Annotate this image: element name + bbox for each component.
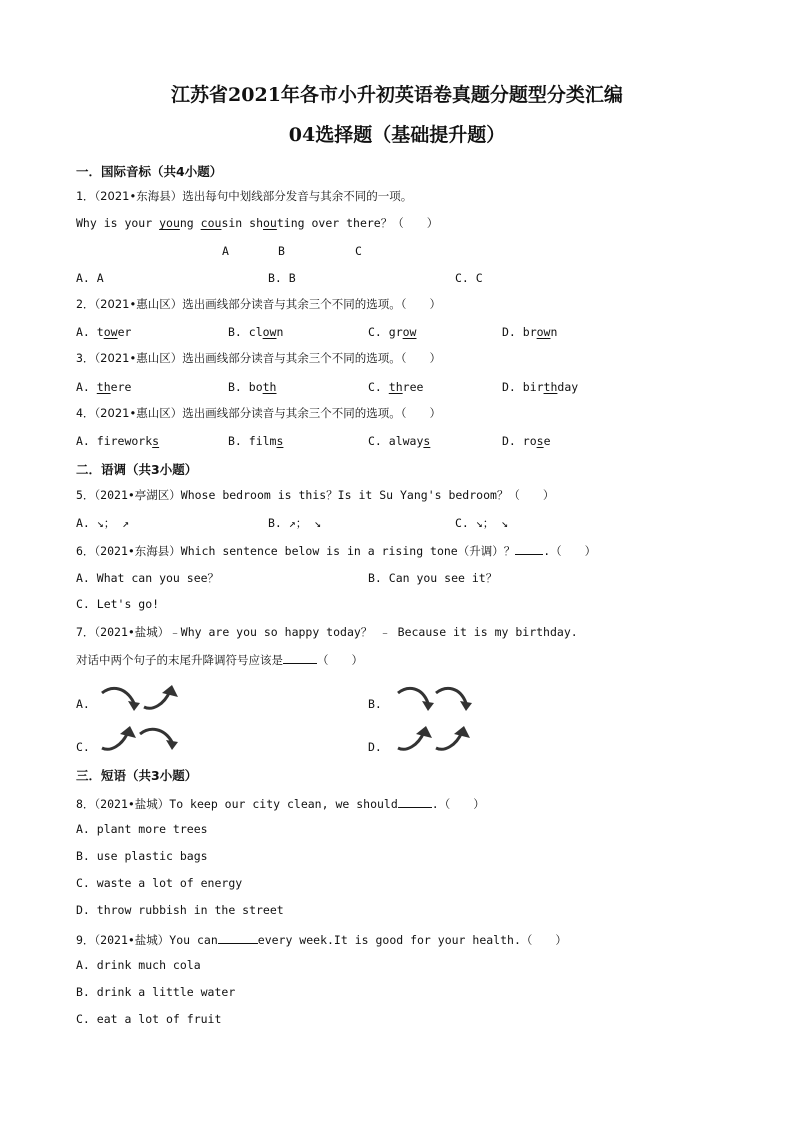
question-7-option-a-label: A.	[76, 697, 90, 711]
question-1-option-b: B. B	[268, 271, 296, 285]
question-7-option-b-arrows	[392, 683, 482, 715]
question-7-stem: 7．（2021•盐城）﹣Why are you so happy today？ ﹣ Because it is my birthday.	[76, 625, 578, 639]
question-1-option-c: C. C	[455, 271, 483, 285]
question-1-label-b: B	[278, 244, 285, 258]
question-3-option-a: A. there	[76, 380, 132, 394]
question-7-option-d-label: D.	[368, 740, 382, 754]
question-4-option-d: D. rose	[502, 434, 551, 448]
falling-arrowhead-icon	[128, 701, 140, 711]
question-1-sentence: Why is your young cousin shouting over there？（ ）	[76, 216, 439, 230]
question-9-stem: 9．（2021•盐城）You can every week.It is good for your health.（ ）	[76, 933, 567, 947]
answer-blank	[398, 795, 432, 808]
question-5-option-c: C. ↘； ↘	[455, 516, 509, 530]
answer-blank	[515, 542, 543, 555]
question-7-option-b-label: B.	[368, 697, 382, 711]
question-1-label-a: A	[222, 244, 229, 258]
falling-arrowhead-icon	[422, 701, 434, 711]
question-7-option-c-label: C.	[76, 740, 90, 754]
rising-arrowhead-icon	[416, 726, 432, 738]
question-2-option-c: C. grow	[368, 325, 417, 339]
question-6-option-a: A. What can you see？	[76, 571, 220, 585]
question-8-option-d: D. throw rubbish in the street	[76, 903, 284, 917]
question-4-option-c: C. always	[368, 434, 431, 448]
question-3-option-c: C. three	[368, 380, 424, 394]
question-1-option-a: A. A	[76, 271, 104, 285]
question-7-option-d-arrows	[392, 724, 482, 756]
question-5-option-a: A. ↘； ↗	[76, 516, 130, 530]
question-8-stem: 8．（2021•盐城）To keep our city clean, we should .（ ）	[76, 797, 485, 811]
question-7-prompt: 对话中两个句子的末尾升降调符号应该是 （ ）	[76, 653, 363, 667]
falling-arrow-icon	[102, 688, 134, 703]
answer-blank	[283, 651, 317, 664]
question-3-stem: 3．（2021•惠山区）选出画线部分读音与其余三个不同的选项。（ ）	[76, 351, 441, 365]
rising-arrowhead-icon	[120, 726, 136, 738]
rising-arrowhead-icon	[162, 685, 178, 697]
falling-arrow-icon	[140, 729, 172, 742]
falling-arrowhead-icon	[166, 740, 178, 750]
question-6-option-c: C. Let's go!	[76, 597, 160, 611]
document-title: 江苏省2021年各市小升初英语卷真题分题型分类汇编	[171, 84, 623, 106]
question-5-option-b: B. ↗； ↘	[268, 516, 322, 530]
question-2-option-b: B. clown	[228, 325, 284, 339]
question-2-stem: 2．（2021•惠山区）选出画线部分读音与其余三个不同的选项。（ ）	[76, 297, 441, 311]
question-9-option-c: C. eat a lot of fruit	[76, 1012, 222, 1026]
question-4-stem: 4．（2021•惠山区）选出画线部分读音与其余三个不同的选项。（ ）	[76, 406, 441, 420]
question-9-option-b: B. drink a little water	[76, 985, 236, 999]
question-9-option-a: A. drink much cola	[76, 958, 201, 972]
rising-arrowhead-icon	[454, 726, 470, 738]
question-1-stem: 1．（2021•东海县）选出每句中划线部分发音与其余不同的一项。	[76, 189, 413, 203]
section-heading-phrases: 三．短语（共3小题）	[76, 768, 198, 783]
section-heading-intonation: 二．语调（共3小题）	[76, 462, 198, 477]
question-8-option-c: C. waste a lot of energy	[76, 876, 243, 890]
answer-blank	[218, 931, 258, 944]
question-1-label-c: C	[355, 244, 362, 258]
falling-arrow-icon	[436, 688, 466, 703]
question-6-stem: 6．（2021•东海县）Which sentence below is in a rising tone（升调）？ .（ ）	[76, 544, 597, 558]
question-3-option-d: D. birthday	[502, 380, 579, 394]
falling-arrowhead-icon	[460, 701, 472, 711]
question-6-option-b: B. Can you see it？	[368, 571, 498, 585]
question-2-option-a: A. tower	[76, 325, 132, 339]
question-2-option-d: D. brown	[502, 325, 558, 339]
document-subtitle: 04选择题（基础提升题）	[288, 124, 506, 146]
falling-arrow-icon	[398, 688, 428, 703]
question-7-option-a-arrows	[96, 683, 186, 715]
section-heading-phonetics: 一．国际音标（共4小题）	[76, 164, 223, 179]
question-8-option-b: B. use plastic bags	[76, 849, 208, 863]
question-4-option-a: A. fireworks	[76, 434, 160, 448]
question-8-option-a: A. plant more trees	[76, 822, 208, 836]
question-3-option-b: B. both	[228, 380, 277, 394]
question-4-option-b: B. films	[228, 434, 284, 448]
question-7-option-c-arrows	[96, 724, 186, 756]
question-5-stem: 5．（2021•亭湖区）Whose bedroom is this？Is it Su Yang's bedroom？（ ）	[76, 488, 555, 502]
